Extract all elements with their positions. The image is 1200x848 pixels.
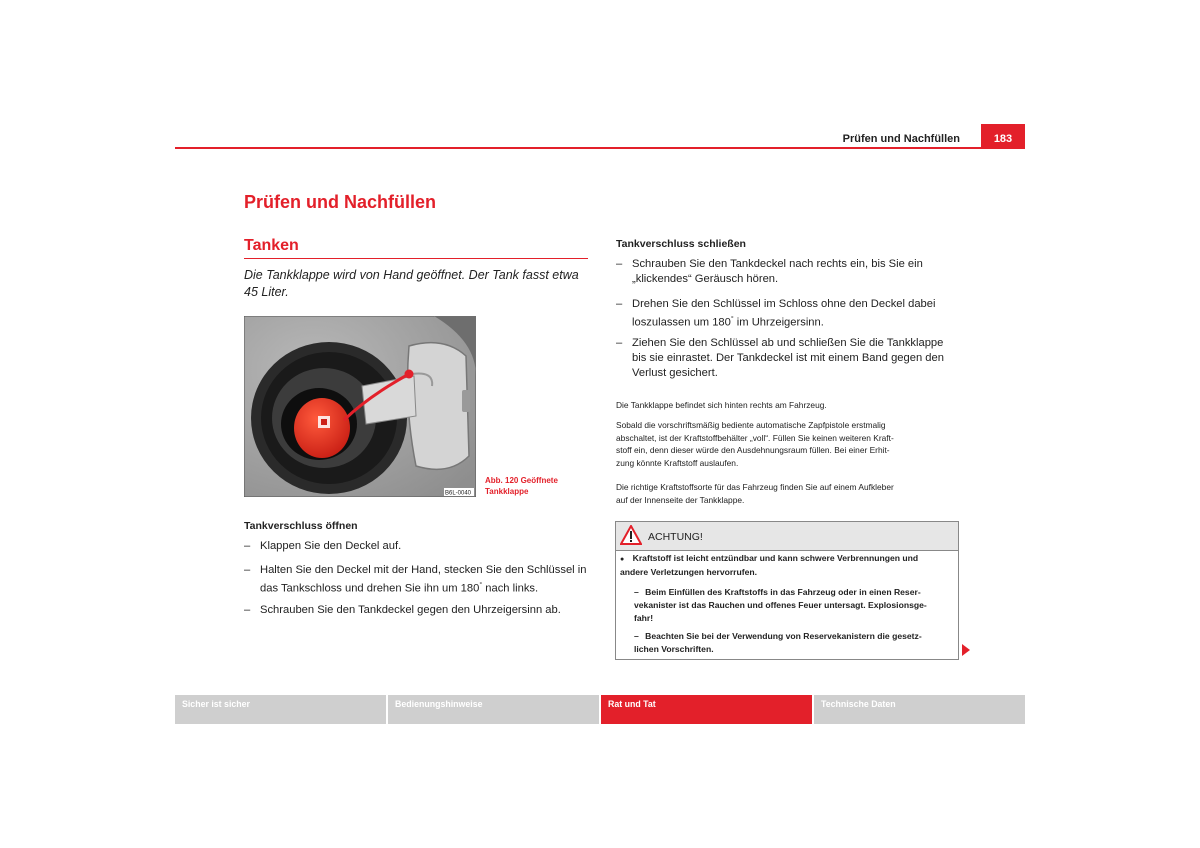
figure-caption xyxy=(485,475,585,497)
note-paragraph xyxy=(616,419,962,469)
continue-arrow-icon xyxy=(962,644,970,656)
warning-line: Kraftstoff ist leicht entzündbar und kann schwere Verbrennungen und xyxy=(632,553,919,563)
step-dash: – xyxy=(634,631,639,641)
close-heading: Tankverschluss schließen xyxy=(616,238,746,250)
footer-tab-technische-daten[interactable]: Technische Daten xyxy=(814,695,1025,724)
fuel-flap-illustration xyxy=(244,316,476,497)
step-text: Drehen Sie den Schlüssel im Schloss ohne den Deckel dabei xyxy=(632,298,936,310)
footer-tab-sicher[interactable]: Sicher ist sicher xyxy=(175,695,386,724)
warning-title: ACHTUNG! xyxy=(648,531,703,543)
step-text: nach links. xyxy=(482,582,539,595)
step-dash: – xyxy=(616,337,623,349)
step-dash: – xyxy=(244,604,251,616)
step-text: Halten Sie den Deckel mit der Hand, stecken Sie den Schlüssel in xyxy=(260,564,587,576)
degree-sign: ° xyxy=(730,316,734,323)
footer-tab-bedienung[interactable]: Bedienungshinweise xyxy=(388,695,599,724)
open-step xyxy=(244,603,590,618)
intro-line: Die Tankklappe wird von Hand geöffnet. Der Tank fasst etwa xyxy=(244,268,579,282)
close-step xyxy=(616,297,962,331)
figure-code: B6L-0040 xyxy=(445,490,472,497)
open-heading: Tankverschluss öffnen xyxy=(244,520,358,532)
caption-line: Abb. 120 Geöffnete xyxy=(485,476,558,485)
step-dash: – xyxy=(616,298,623,310)
step-text: bis sie einrastet. Der Tankdeckel ist mit einem Band gegen den xyxy=(632,352,944,364)
note-line: Sobald die vorschriftsmäßig bediente automatische Zapfpistole erstmalig xyxy=(616,420,886,430)
step-dash: – xyxy=(634,587,639,597)
header-rule xyxy=(175,147,981,149)
open-step xyxy=(244,539,590,554)
bullet: ● xyxy=(620,556,625,563)
warning-line: andere Verletzungen hervorrufen. xyxy=(620,567,758,577)
warning-icon xyxy=(620,525,642,550)
close-step xyxy=(616,257,962,287)
note-paragraph xyxy=(616,481,962,506)
step-dash: – xyxy=(616,258,623,270)
warning-line: Beim Einfüllen des Kraftstoffs in das Fahrzeug oder in einen Reser- xyxy=(645,587,921,597)
note-paragraph: Die Tankklappe befindet sich hinten rechts am Fahrzeug. xyxy=(616,400,827,410)
note-line: abschaltet, ist der Kraftstoffbehälter „voll“. Füllen Sie keinen weiteren Kraft- xyxy=(616,432,894,443)
step-text: loszulassen um 180 xyxy=(632,316,731,329)
step-text: im Uhrzeigersinn. xyxy=(733,316,824,329)
section-intro xyxy=(244,267,590,301)
intro-line: 45 Liter. xyxy=(244,285,289,299)
close-step xyxy=(616,336,962,381)
footer-tab-rat-und-tat[interactable]: Rat und Tat xyxy=(601,695,812,724)
open-step xyxy=(244,563,590,597)
warning-line: Beachten Sie bei der Verwendung von Reservekanistern die gesetz- xyxy=(645,631,922,641)
step-text: Schrauben Sie den Tankdeckel nach rechts ein, bis Sie ein xyxy=(632,258,923,270)
note-line: auf der Innenseite der Tankklappe. xyxy=(616,494,745,505)
degree-sign: ° xyxy=(479,582,483,589)
warning-line: lichen Vorschriften. xyxy=(634,644,714,654)
chapter-title: Prüfen und Nachfüllen xyxy=(244,192,437,212)
step-text: „klickendes“ Geräusch hören. xyxy=(632,273,779,285)
warning-divider xyxy=(616,550,958,551)
fuel-flap-figure xyxy=(244,316,476,497)
note-line: zung könnte Kraftstoff auslaufen. xyxy=(616,457,739,468)
page-number: 183 xyxy=(981,124,1025,149)
step-text: Verlust gesichert. xyxy=(632,367,718,379)
section-rule xyxy=(244,258,588,259)
step-text: Schrauben Sie den Tankdeckel gegen den Uhrzeigersinn ab. xyxy=(260,604,561,616)
section-title: Tanken xyxy=(244,237,299,254)
warning-line: fahr! xyxy=(634,613,654,623)
caption-line: Tankklappe xyxy=(485,487,529,496)
step-text: das Tankschloss und drehen Sie ihn um 180 xyxy=(260,582,480,595)
note-line: Die richtige Kraftstoffsorte für das Fahrzeug finden Sie auf einem Aufkleber xyxy=(616,482,894,492)
note-line: stoff ein, denn dieser würde den Ausdehnungsraum füllen. Bei einer Erhit- xyxy=(616,445,890,455)
warning-text xyxy=(620,552,958,579)
step-dash: – xyxy=(244,540,251,552)
warning-text xyxy=(634,630,958,656)
step-text: Ziehen Sie den Schlüssel ab und schließen Sie die Tankklappe xyxy=(632,337,944,349)
warning-text xyxy=(634,586,958,625)
step-text: Klappen Sie den Deckel auf. xyxy=(260,540,402,552)
warning-line: vekanister ist das Rauchen und offenes Feuer untersagt. Explosionsge- xyxy=(634,600,927,610)
step-dash: – xyxy=(244,564,251,576)
running-title: Prüfen und Nachfüllen xyxy=(842,133,960,145)
